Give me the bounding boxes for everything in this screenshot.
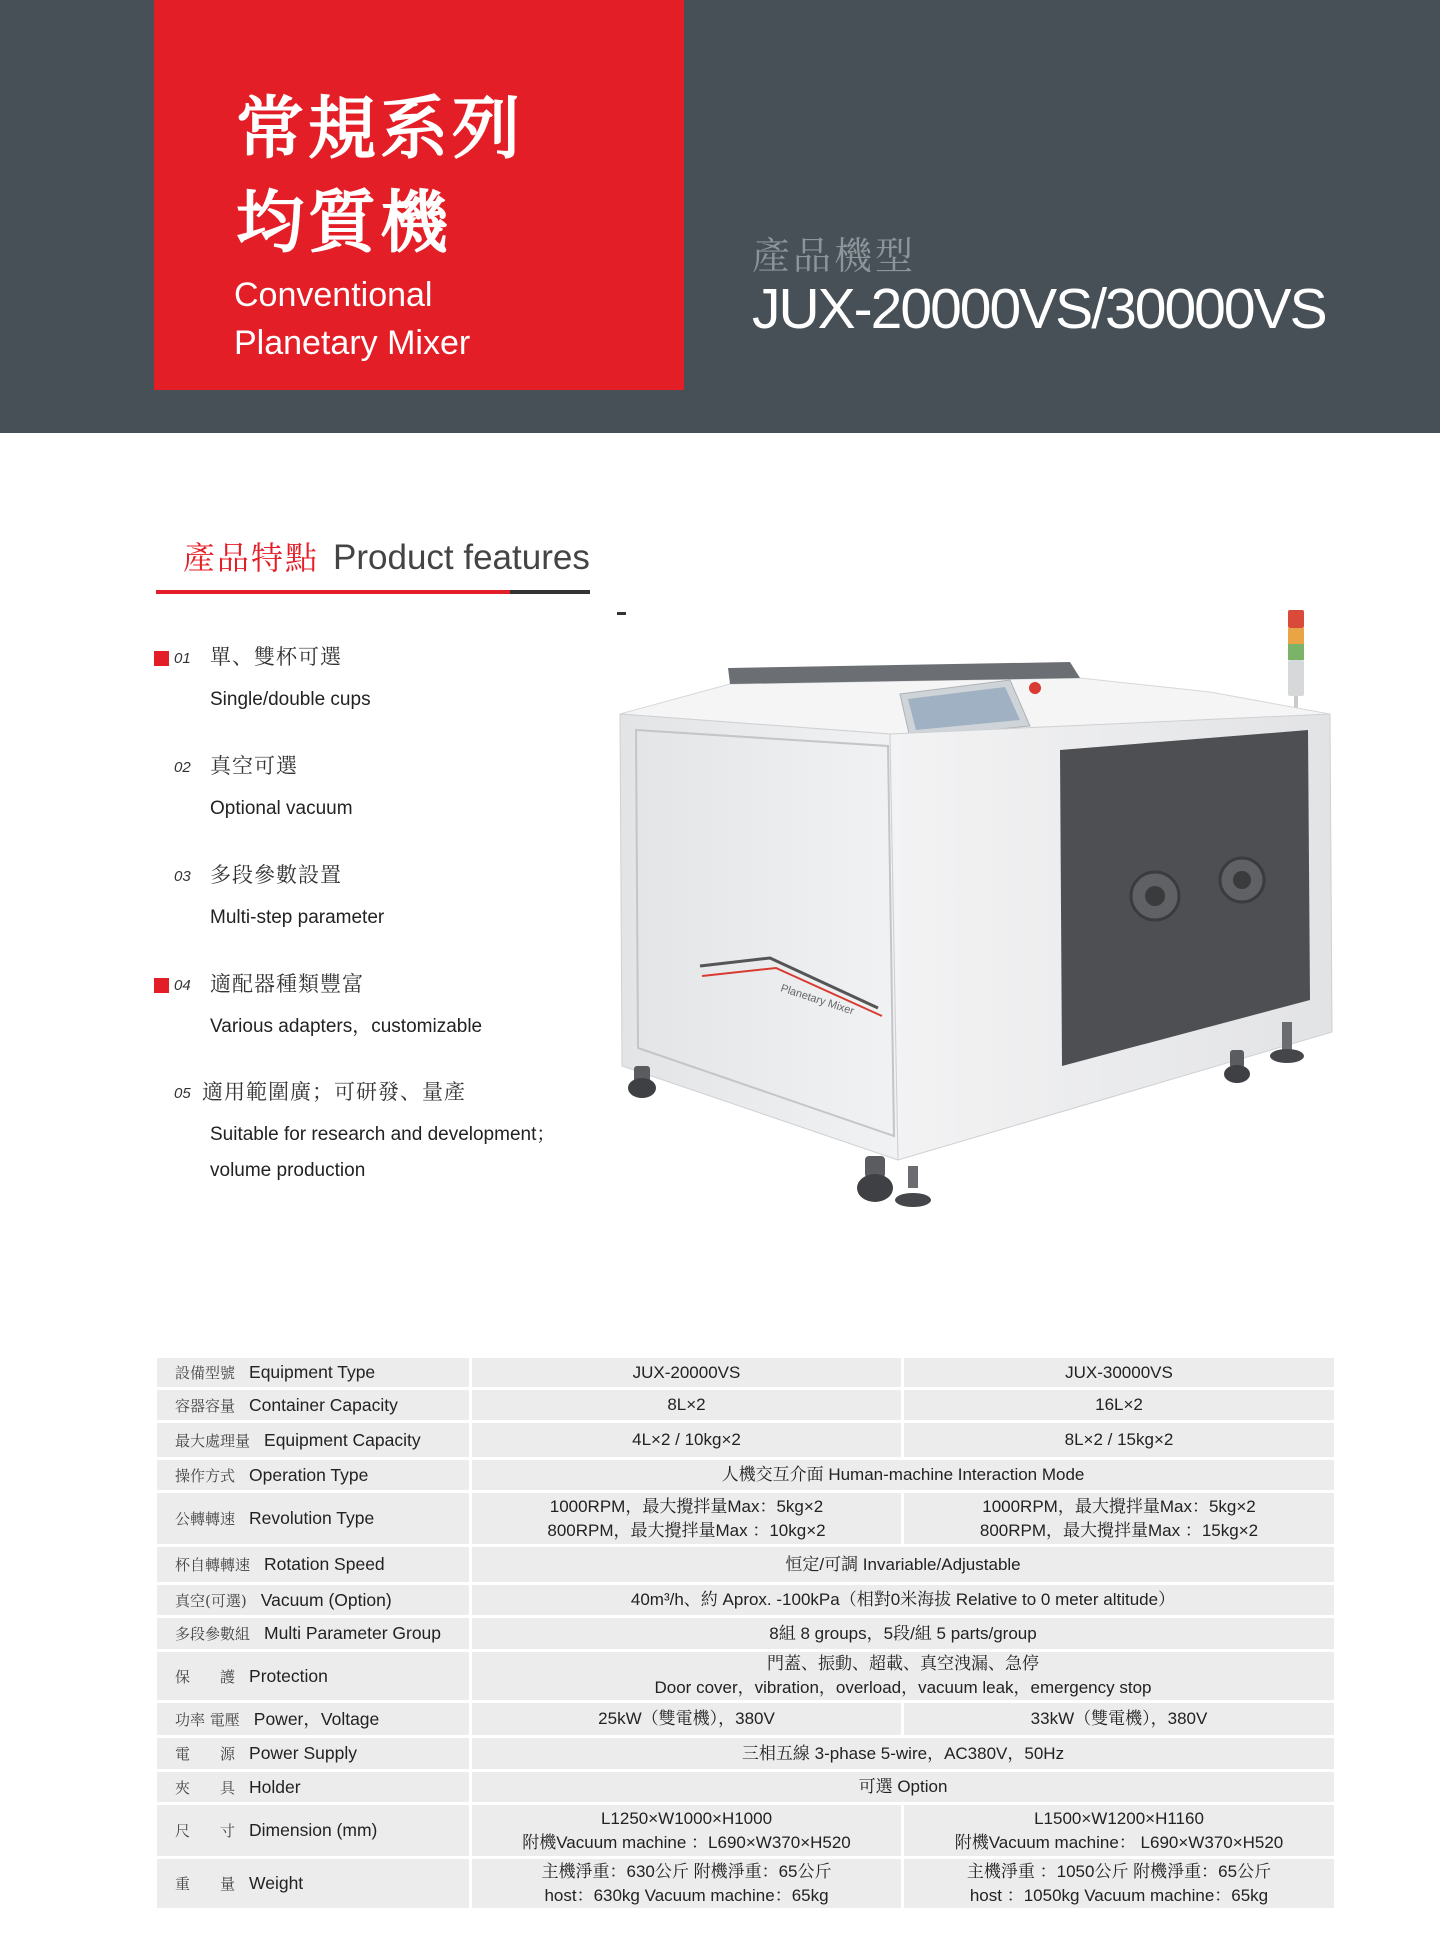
spec-value-line: 可選 Option <box>858 1777 948 1796</box>
spec-value-cell <box>903 1422 1336 1459</box>
spec-value-line: host ：1050kg Vacuum machine：65kg <box>969 1885 1269 1905</box>
spec-label-en: Equipment Type <box>249 1362 376 1382</box>
feature-title-en-line1: Suitable for research and development； <box>210 1124 556 1145</box>
feature-title-en <box>210 900 384 936</box>
spec-label-cell <box>156 1858 471 1910</box>
spec-label-cell <box>156 1584 471 1617</box>
feature-title-en-line1: Various adapters，customizable <box>210 1016 483 1037</box>
spec-label-en: Multi Parameter Group <box>264 1623 442 1643</box>
feature-title-en-line1: Single/double cups <box>210 689 371 710</box>
spec-row <box>156 1771 1336 1804</box>
features-heading <box>183 533 590 579</box>
spec-label-cell <box>156 1546 471 1584</box>
spec-label-cell <box>156 1702 471 1737</box>
spec-value-line: 33kW（雙電機），380V <box>1030 1709 1208 1728</box>
model-name: JUX-20000VS/30000VS <box>752 277 1326 341</box>
spec-value-line: 恒定/可調 Invariable/Adjustable <box>785 1554 1021 1574</box>
spec-value-line: 16L×2 <box>1095 1395 1143 1414</box>
feature-number: 03 <box>174 868 191 885</box>
spec-label-en: Container Capacity <box>249 1394 398 1415</box>
spec-label-en: Vacuum (Option) <box>260 1589 392 1610</box>
feature-number: 04 <box>174 977 191 994</box>
spec-label-cell <box>156 1357 471 1389</box>
spec-value-cell <box>471 1546 1336 1584</box>
feature-title-en-line1: Optional vacuum <box>210 798 353 819</box>
spec-row <box>156 1737 1336 1771</box>
spec-label-zh: 保 護 <box>175 1667 236 1686</box>
spec-label-zh: 公轉轉速 <box>175 1510 236 1528</box>
features-heading-zh: 產品特點 <box>183 539 320 577</box>
spec-label-zh: 容器容量 <box>175 1396 236 1415</box>
spec-value-cell <box>471 1617 1336 1651</box>
spec-value-line: 8組 8 groups，5段/組 5 parts/group <box>769 1623 1037 1643</box>
spec-value-line: JUX-30000VS <box>1065 1362 1173 1382</box>
spec-label-en: Dimension (mm) <box>249 1820 378 1840</box>
spec-value-line: 40m³/h、約 Aprox. -100kPa（相對0米海拔 Relative to 0 meter altitude） <box>630 1590 1176 1609</box>
spec-label-zh: 最大處理量 <box>175 1431 251 1450</box>
spec-label-zh: 操作方式 <box>175 1466 236 1485</box>
feature-title-zh: 適配器種類豐富 <box>210 972 364 996</box>
feature-number: 02 <box>174 759 191 776</box>
feature-number: 01 <box>174 650 191 667</box>
spec-value-cell <box>471 1459 1336 1492</box>
series-subtitle <box>234 271 470 367</box>
series-subtitle-line1: Conventional <box>234 276 433 314</box>
spec-value-cell <box>471 1422 903 1459</box>
feature-title-zh: 適用範圍廣；可研發、量產 <box>202 1080 466 1104</box>
spec-value-line: 三相五線 3-phase 5-wire，AC380V，50Hz <box>741 1743 1065 1763</box>
spec-label-zh: 多段參數組 <box>175 1625 251 1643</box>
spec-row <box>156 1422 1336 1459</box>
spec-value-line: JUX-20000VS <box>632 1362 741 1382</box>
spec-value-cell <box>471 1492 903 1546</box>
spec-value-line: 8L×2 / 15kg×2 <box>1064 1430 1174 1449</box>
spec-value-cell <box>471 1737 1336 1771</box>
spec-label-cell <box>156 1459 471 1492</box>
spec-value-line: L1500×W1200×H1160 <box>1034 1808 1204 1828</box>
spec-value-cell <box>903 1858 1336 1910</box>
spec-row <box>156 1459 1336 1492</box>
spec-label-zh: 夾 具 <box>175 1778 236 1797</box>
spec-row <box>156 1389 1336 1422</box>
heading-underline <box>156 590 510 594</box>
feature-number: 05 <box>174 1085 191 1102</box>
spec-value-cell <box>471 1584 1336 1617</box>
spec-value-line: 附機Vacuum machine： L690×W370×H520 <box>954 1832 1284 1852</box>
spec-label-zh: 電 源 <box>175 1745 236 1763</box>
spec-value-line: Door cover，vibration，overload，vacuum leak，emergency stop <box>654 1678 1152 1697</box>
spec-value-cell <box>471 1804 903 1858</box>
spec-label-zh: 杯自轉轉速 <box>175 1556 251 1574</box>
spec-value-line: 25kW（雙電機），380V <box>598 1709 775 1728</box>
feature-title-zh: 真空可選 <box>210 754 298 778</box>
planetary-mixer-machine-image <box>610 596 1350 1216</box>
spec-label-cell <box>156 1737 471 1771</box>
spec-row <box>156 1617 1336 1651</box>
spec-label-zh: 真空(可選) <box>175 1591 247 1610</box>
spec-label-zh: 設備型號 <box>175 1364 236 1382</box>
spec-value-cell <box>471 1702 903 1737</box>
spec-label-en: Revolution Type <box>249 1508 375 1528</box>
model-label: 產品機型 <box>752 234 917 278</box>
spec-label-en: Protection <box>249 1665 328 1686</box>
features-heading-en: Product features <box>333 538 590 577</box>
heading-underline-dark <box>510 590 590 594</box>
spec-value-line: host：630kg Vacuum machine：65kg <box>544 1885 829 1905</box>
spec-label-en: Power，Voltage <box>253 1708 380 1729</box>
spec-value-line: 800RPM，最大攪拌量Max ：15kg×2 <box>979 1520 1259 1540</box>
bullet-square-icon <box>154 978 169 993</box>
spec-label-en: Holder <box>249 1776 301 1797</box>
header-banner <box>0 0 1440 433</box>
feature-title-en <box>210 682 371 718</box>
feature-title-en <box>210 1009 482 1045</box>
spec-value-cell <box>471 1858 903 1910</box>
specification-table-body <box>156 1357 1336 1910</box>
spec-row <box>156 1546 1336 1584</box>
spec-value-cell <box>471 1357 903 1389</box>
spec-value-line: 1000RPM，最大攪拌量Max：5kg×2 <box>982 1496 1256 1516</box>
spec-value-cell <box>903 1804 1336 1858</box>
spec-row <box>156 1651 1336 1702</box>
spec-label-en: Weight <box>249 1873 304 1893</box>
spec-value-cell <box>471 1389 903 1422</box>
spec-value-line: 附機Vacuum machine ：L690×W370×H520 <box>522 1832 851 1852</box>
specification-table <box>154 1355 1337 1911</box>
spec-value-line: 主機淨重：630公斤 附機淨重：65公斤 <box>541 1861 832 1881</box>
spec-label-cell <box>156 1422 471 1459</box>
spec-label-en: Equipment Capacity <box>264 1429 421 1450</box>
feature-title-en-line2: volume production <box>210 1160 366 1181</box>
spec-value-cell <box>471 1651 1336 1702</box>
series-subtitle-line2: Planetary Mixer <box>234 324 471 362</box>
machine-panel-label: Planetary Mixer <box>779 982 856 1018</box>
spec-label-zh: 尺 寸 <box>175 1822 236 1840</box>
feature-title-zh: 多段參數設置 <box>210 863 342 887</box>
spec-row <box>156 1584 1336 1617</box>
spec-value-cell <box>471 1771 1336 1804</box>
spec-label-cell <box>156 1651 471 1702</box>
spec-label-zh: 功率 電壓 <box>175 1710 240 1729</box>
feature-title-en-line1: Multi-step parameter <box>210 907 385 928</box>
series-title-line1: 常規系列 <box>236 89 525 169</box>
spec-label-cell <box>156 1617 471 1651</box>
spec-value-line: L1250×W1000×H1000 <box>600 1808 773 1828</box>
spec-label-en: Power Supply <box>249 1743 357 1763</box>
feature-title-en <box>210 1117 555 1189</box>
spec-label-en: Rotation Speed <box>264 1554 385 1574</box>
spec-row <box>156 1357 1336 1389</box>
spec-label-cell <box>156 1771 471 1804</box>
spec-value-line: 4L×2 / 10kg×2 <box>632 1430 741 1449</box>
spec-label-cell <box>156 1804 471 1858</box>
spec-label-cell <box>156 1492 471 1546</box>
bullet-square-icon <box>154 651 169 666</box>
spec-row <box>156 1858 1336 1910</box>
spec-label-en: Operation Type <box>249 1464 369 1485</box>
spec-label-zh: 重 量 <box>175 1875 236 1893</box>
feature-title-zh: 單、雙杯可選 <box>210 645 342 669</box>
spec-value-line: 1000RPM，最大攪拌量Max：5kg×2 <box>549 1496 824 1516</box>
spec-value-cell <box>903 1357 1336 1389</box>
spec-value-line: 8L×2 <box>667 1395 706 1414</box>
spec-value-line: 門蓋、振動、超載、真空洩漏、急停 <box>767 1654 1039 1673</box>
series-title-line2: 均質機 <box>236 183 453 263</box>
feature-title-en <box>210 791 353 827</box>
spec-row <box>156 1492 1336 1546</box>
spec-value-cell <box>903 1702 1336 1737</box>
spec-value-line: 人機交互介面 Human-machine Interaction Mode <box>721 1465 1085 1484</box>
series-title <box>236 82 524 270</box>
spec-value-cell <box>903 1389 1336 1422</box>
spec-label-cell <box>156 1389 471 1422</box>
spec-value-line: 主機淨重 ：1050公斤 附機淨重：65公斤 <box>966 1861 1272 1881</box>
spec-value-cell <box>903 1492 1336 1546</box>
spec-value-line: 800RPM，最大攪拌量Max ：10kg×2 <box>547 1520 826 1540</box>
spec-row <box>156 1804 1336 1858</box>
spec-row <box>156 1702 1336 1737</box>
